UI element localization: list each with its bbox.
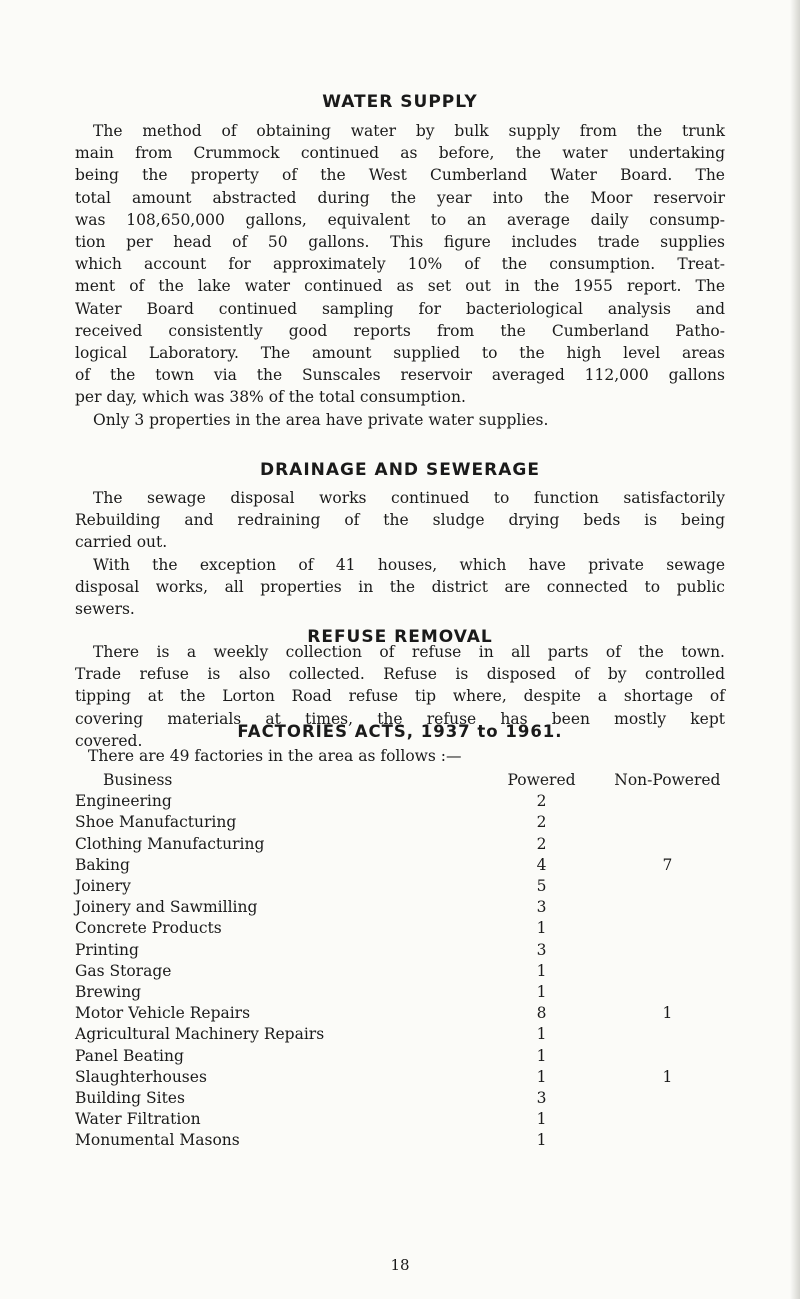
text-line: disposal works, all properties in the district are connected to public [75, 577, 725, 596]
table-row [75, 791, 735, 812]
text-line: main from Crummock continued as before, the water undertaking [75, 144, 725, 163]
table-row [75, 812, 735, 833]
cell-powered: 2 [536, 813, 547, 832]
cell-powered: 3 [536, 940, 547, 959]
table-row [75, 876, 735, 897]
factories-heading: FACTORIES ACTS, 1937 to 1961. [237, 722, 563, 741]
cell-non-powered [600, 1046, 735, 1067]
water-supply-paragraph [75, 120, 725, 431]
cell-business: Motor Vehicle Repairs [75, 1004, 251, 1023]
cell-business: Water Filtration [75, 1110, 201, 1129]
cell-business: Clothing Manufacturing [75, 834, 265, 853]
cell-powered: 8 [536, 1004, 547, 1023]
cell-non-powered [600, 1024, 735, 1045]
cell-business: Panel Beating [75, 1046, 184, 1065]
cell-powered: 2 [536, 792, 547, 811]
drainage-paragraph [75, 487, 725, 620]
cell-business: Joinery [75, 877, 131, 896]
cell-business: Agricultural Machinery Repairs [75, 1025, 325, 1044]
cell-powered: 4 [536, 855, 547, 874]
cell-non-powered [600, 812, 735, 833]
cell-non-powered: 1 [662, 1067, 673, 1086]
table-row [75, 961, 735, 982]
cell-business: Joinery and Sawmilling [75, 898, 258, 917]
cell-business: Monumental Masons [75, 1131, 240, 1150]
table-row [75, 1088, 735, 1109]
water-supply-heading: WATER SUPPLY [322, 92, 478, 112]
cell-powered: 5 [536, 877, 547, 896]
text-line: Only 3 properties in the area have private water supplies. [93, 410, 549, 429]
cell-non-powered [600, 897, 735, 918]
factories-intro: There are 49 factories in the area as follows :— [88, 747, 462, 765]
cell-business: Brewing [75, 983, 142, 1002]
text-line: sewers. [75, 600, 135, 619]
table-row [75, 982, 735, 1003]
cell-powered: 3 [536, 898, 547, 917]
table-row [75, 1067, 735, 1088]
cell-non-powered [600, 961, 735, 982]
cell-powered: 2 [536, 834, 547, 853]
cell-business: Baking [75, 855, 130, 874]
text-line: Trade refuse is also collected. Refuse is disposed of by controlled [75, 665, 725, 684]
text-line: The method of obtaining water by bulk supply from the trunk [93, 122, 725, 140]
text-line: Water Board continued sampling for bacteriological analysis and [75, 299, 725, 318]
column-header-powered: Powered [507, 771, 576, 789]
text-line: covered. [75, 731, 143, 750]
cell-non-powered [600, 982, 735, 1003]
text-line: was 108,650,000 gallons, equivalent to an average daily consump- [75, 210, 725, 229]
table-row [75, 1003, 735, 1024]
text-line: carried out. [75, 533, 168, 552]
cell-powered: 3 [536, 1089, 547, 1108]
text-line: tion per head of 50 gallons. This figure includes trade supplies [75, 233, 725, 252]
text-line: The sewage disposal works continued to function satisfactorily [93, 489, 725, 507]
text-line: With the exception of 41 houses, which have private sewage [93, 555, 725, 574]
cell-powered: 1 [536, 1131, 547, 1150]
text-line: There is a weekly collection of refuse in all parts of the town. [93, 643, 725, 661]
cell-powered: 1 [536, 1110, 547, 1129]
text-line: received consistently good reports from the Cumberland Patho- [75, 321, 725, 340]
cell-non-powered [600, 940, 735, 961]
table-header-row [75, 770, 735, 791]
column-header-non-powered: Non-Powered [614, 771, 721, 789]
cell-non-powered: 7 [662, 855, 673, 874]
cell-business: Shoe Manufacturing [75, 813, 237, 832]
cell-powered: 1 [536, 1046, 547, 1065]
cell-non-powered [600, 791, 735, 812]
text-line: total amount abstracted during the year into the Moor reservoir [75, 188, 725, 207]
text-line: of the town via the Sunscales reservoir averaged 112,000 gallons [75, 366, 725, 385]
cell-powered: 1 [536, 961, 547, 980]
cell-business: Slaughterhouses [75, 1067, 207, 1086]
cell-business: Printing [75, 940, 139, 959]
factories-table-body [75, 791, 735, 1151]
cell-non-powered: 1 [662, 1004, 673, 1023]
cell-non-powered [600, 918, 735, 939]
table-row [75, 940, 735, 961]
column-header-business: Business [103, 771, 173, 789]
page-number: 18 [390, 1256, 410, 1274]
text-line: being the property of the West Cumberland Water Board. The [75, 166, 725, 185]
table-row [75, 1046, 735, 1067]
cell-non-powered [600, 1130, 735, 1151]
cell-powered: 1 [536, 1025, 547, 1044]
text-line: Rebuilding and redraining of the sludge drying beds is being [75, 511, 725, 530]
cell-non-powered [600, 834, 735, 855]
text-line: per day, which was 38% of the total consumption. [75, 388, 466, 407]
cell-non-powered [600, 1109, 735, 1130]
cell-business: Building Sites [75, 1089, 185, 1108]
refuse-heading: REFUSE REMOVAL [307, 627, 493, 647]
table-row [75, 897, 735, 918]
cell-business: Gas Storage [75, 961, 172, 980]
table-row [75, 1024, 735, 1045]
text-line: covering materials at times, the refuse has been mostly kept [75, 709, 725, 728]
cell-powered: 1 [536, 919, 547, 938]
text-line: logical Laboratory. The amount supplied to the high level areas [75, 344, 725, 363]
cell-business: Engineering [75, 792, 172, 811]
table-row [75, 834, 735, 855]
table-row [75, 855, 735, 876]
text-line: tipping at the Lorton Road refuse tip where, despite a shortage of [75, 687, 725, 706]
cell-business: Concrete Products [75, 919, 222, 938]
table-row [75, 918, 735, 939]
text-line: ment of the lake water continued as set out in the 1955 report. The [75, 277, 725, 296]
cell-non-powered [600, 1088, 735, 1109]
table-row [75, 1130, 735, 1151]
table-row [75, 1109, 735, 1130]
factories-table [75, 770, 735, 1152]
cell-powered: 1 [536, 1067, 547, 1086]
cell-powered: 1 [536, 983, 547, 1002]
page-edge-shadow [790, 0, 800, 1299]
drainage-heading: DRAINAGE AND SEWERAGE [259, 460, 540, 480]
cell-non-powered [600, 876, 735, 897]
text-line: which account for approximately 10% of the consumption. Treat- [75, 255, 725, 274]
